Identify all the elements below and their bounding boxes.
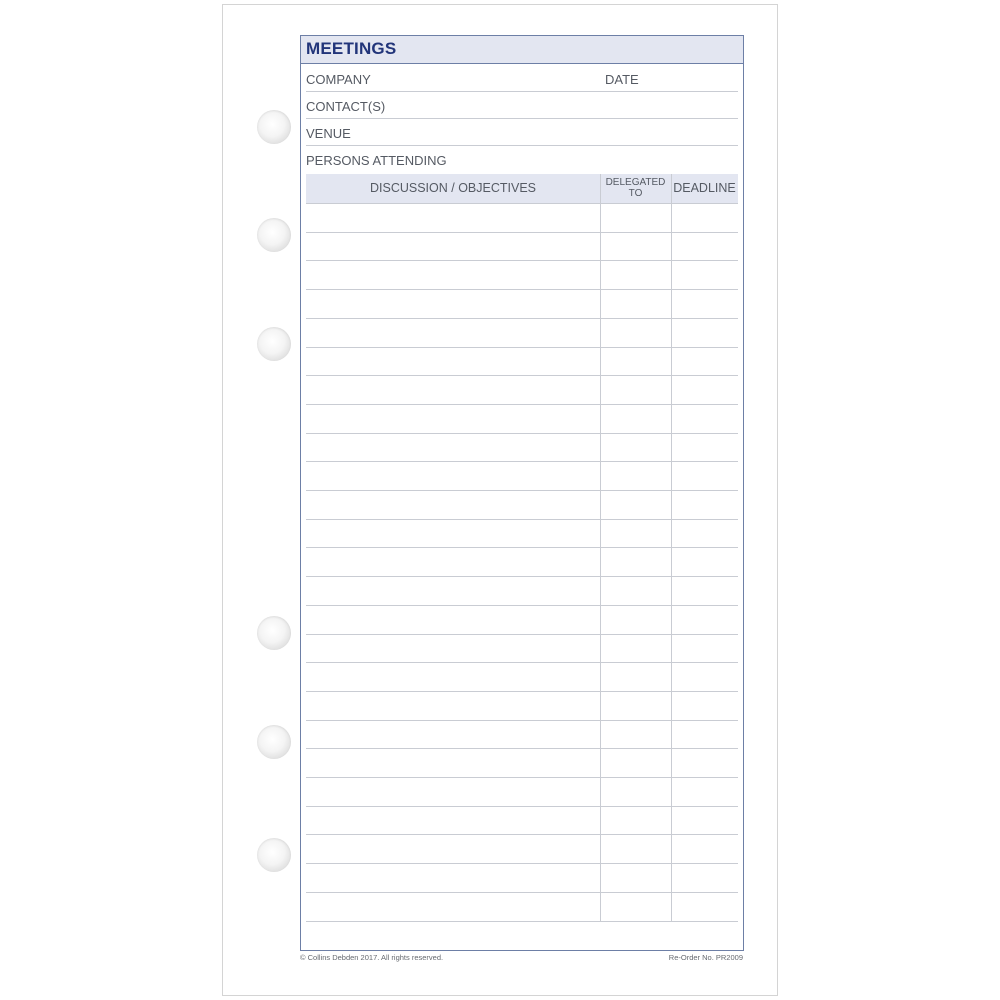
table-row-line[interactable] (306, 490, 738, 491)
title-bar (301, 36, 743, 64)
delegated-line-1: DELEGATED (605, 177, 666, 188)
table-row-line[interactable] (306, 576, 738, 577)
reorder-number: Re-Order No. PR2009 (668, 953, 743, 962)
table-row-line[interactable] (306, 519, 738, 520)
table-row-line[interactable] (306, 634, 738, 635)
table-row-line[interactable] (306, 748, 738, 749)
contacts-field[interactable] (306, 118, 738, 119)
venue-field[interactable] (306, 145, 738, 146)
table-row-line[interactable] (306, 232, 738, 233)
table-row-line[interactable] (306, 720, 738, 721)
contacts-label: CONTACT(S) (306, 99, 386, 114)
table-row-line[interactable] (306, 318, 738, 319)
punch-hole (257, 725, 291, 759)
table-row-line[interactable] (306, 777, 738, 778)
copyright-notice: © Collins Debden 2017. All rights reserved. (300, 953, 444, 962)
table-header (306, 174, 738, 203)
table-row-line[interactable] (306, 691, 738, 692)
page-title: MEETINGS (306, 39, 397, 58)
table-row-line[interactable] (306, 834, 738, 835)
table-row-line[interactable] (306, 921, 738, 922)
column-header-discussion: DISCUSSION / OBJECTIVES (369, 181, 536, 195)
table-row-line[interactable] (306, 605, 738, 606)
table-row-line[interactable] (306, 892, 738, 893)
meetings-form (300, 35, 744, 951)
company-label: COMPANY (306, 72, 371, 87)
table-row-line[interactable] (306, 806, 738, 807)
table-row-line[interactable] (306, 203, 738, 204)
delegated-line-2: TO (628, 188, 643, 199)
table-row-line[interactable] (306, 433, 738, 434)
table-row-line[interactable] (306, 347, 738, 348)
punch-hole (257, 838, 291, 872)
column-header-delegated (600, 177, 671, 199)
date-label: DATE (605, 72, 639, 87)
table-row-line[interactable] (306, 461, 738, 462)
punch-hole (257, 110, 291, 144)
punch-hole (257, 218, 291, 252)
table-row-line[interactable] (306, 662, 738, 663)
punch-hole (257, 616, 291, 650)
table-row-line[interactable] (306, 404, 738, 405)
column-header-deadline: DEADLINE (673, 181, 736, 195)
venue-label: VENUE (306, 126, 351, 141)
table-row-line[interactable] (306, 260, 738, 261)
table-row-line[interactable] (306, 375, 738, 376)
table-row-line[interactable] (306, 547, 738, 548)
table-row-line[interactable] (306, 289, 738, 290)
company-field[interactable] (306, 91, 738, 92)
persons-attending-label: PERSONS ATTENDING (306, 153, 447, 168)
table-row-line[interactable] (306, 863, 738, 864)
punch-hole (257, 327, 291, 361)
